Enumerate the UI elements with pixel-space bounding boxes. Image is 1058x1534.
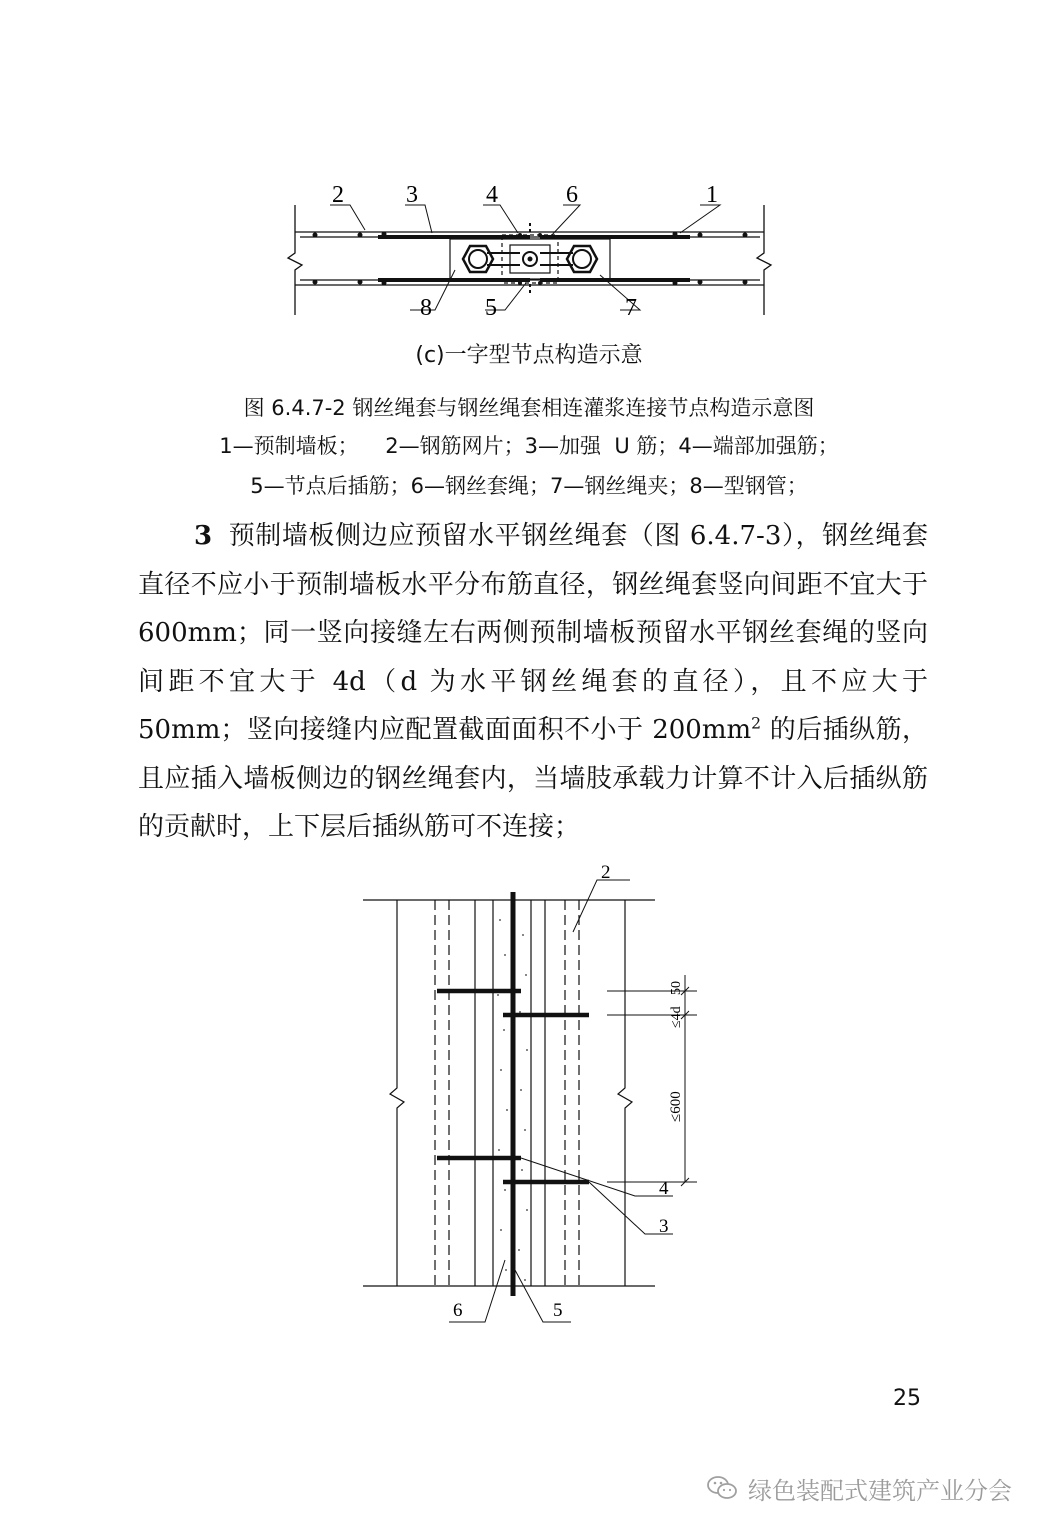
figure-legend-line2: 5—节点后插筋；6—钢丝套绳；7—钢丝绳夹；8—型钢管； <box>250 474 808 498</box>
clause-text-b: 的后插纵筋，且应插入墙板侧边的钢丝绳套内，当墙肢承载力计算不计入后插纵筋的贡献时，上下层后插纵筋可不连接； <box>138 715 929 842</box>
figure-c-label-3: 3 <box>406 182 418 208</box>
figure-c-drawing <box>280 175 780 325</box>
figure-3-label-3: 3 <box>659 1216 669 1237</box>
page-number: 25 <box>893 1386 921 1411</box>
figure-c-label-6: 6 <box>566 182 578 208</box>
figure-c-subcaption: (c)一字型节点构造示意 <box>415 343 643 368</box>
clause-superscript: 2 <box>751 714 762 733</box>
watermark <box>706 1470 1012 1506</box>
wechat-icon <box>706 1474 738 1502</box>
figure-3-dim-4d: ≤4d <box>669 1006 684 1028</box>
figure-c-label-8: 8 <box>420 295 432 321</box>
figure-c-label-5: 5 <box>485 295 497 321</box>
figure-c-label-7: 7 <box>625 295 637 321</box>
clause-text-a: 预制墙板侧边应预留水平钢丝绳套（图 6.4.7-3），钢丝绳套直径不应小于预制墙板水平分布筋直径，钢丝绳套竖向间距不宜大于 600mm；同一竖向接缝左右两侧预制墙板预留水平钢丝套绳的竖向间距不宜大于 4d（d 为水平钢丝绳套的直径），且不应大于 50mm；竖向接缝内应配置截面面积不小于 200mm <box>138 521 928 745</box>
figure-3-label-2: 2 <box>601 862 611 883</box>
figure-3-label-4: 4 <box>659 1178 669 1199</box>
clause-paragraph <box>138 512 928 852</box>
figure-3-drawing <box>355 860 715 1330</box>
figure-legend-line1: 1—预制墙板； 2—钢筋网片；3—加强 U 筋；4—端部加强筋； <box>219 434 839 458</box>
clause-number: 3 <box>194 521 213 551</box>
figure-3-dim-50: 50 <box>669 981 684 995</box>
figure-3-label-5: 5 <box>553 1300 563 1321</box>
watermark-text: 绿色装配式建筑产业分会 <box>748 1476 1012 1505</box>
figure-c-label-1: 1 <box>706 182 718 208</box>
figure-c-label-2: 2 <box>332 182 344 208</box>
figure-title: 图 6.4.7-2 钢丝绳套与钢丝绳套相连灌浆连接节点构造示意图 <box>243 396 815 420</box>
figure-3-dim-600: ≤600 <box>668 1091 684 1122</box>
figure-c-label-4: 4 <box>486 182 498 208</box>
figure-3-label-6: 6 <box>453 1300 463 1321</box>
